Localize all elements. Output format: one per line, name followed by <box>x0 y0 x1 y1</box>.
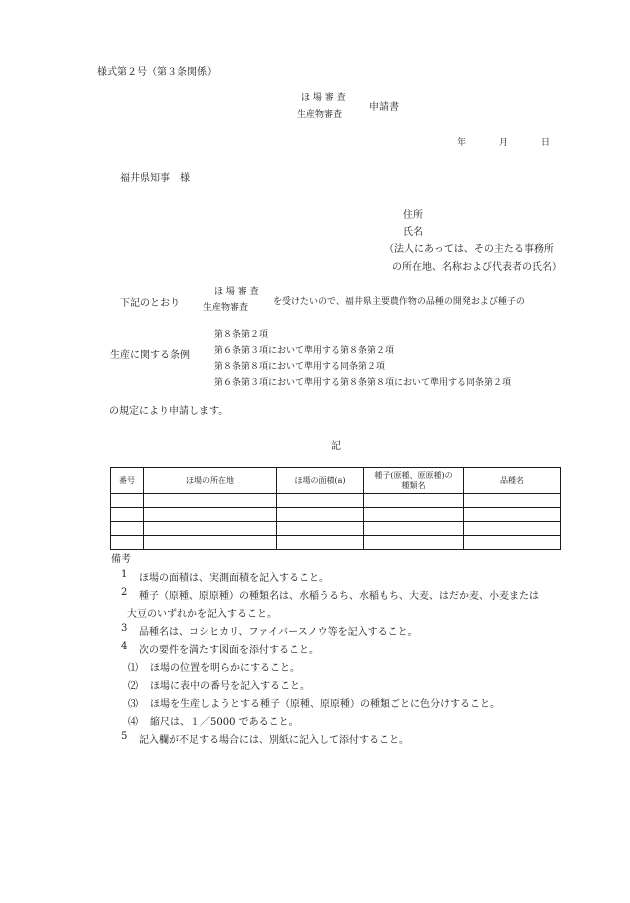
cell-number[interactable] <box>111 522 144 536</box>
note-text: ほ場の面積は、実測面積を記入すること。 <box>139 573 329 584</box>
clause-item: 第８条第８項において準用する同条第２項 <box>214 362 386 372</box>
table-row <box>111 522 561 536</box>
subnote-text: 縮尺は、１／5000 であること。 <box>150 717 299 728</box>
cell-variety[interactable] <box>464 508 561 522</box>
cell-seed-type[interactable] <box>364 536 464 550</box>
cell-area[interactable] <box>277 536 364 550</box>
cell-seed-type[interactable] <box>364 522 464 536</box>
subnote-number: ⑶ <box>128 699 138 710</box>
cell-area[interactable] <box>277 494 364 508</box>
body-lead: 下記のとおり <box>120 298 180 309</box>
ordinance-label: 生産に関する条例 <box>110 350 190 361</box>
note-text: 種子（原種、原原種）の種類名は、水稲うるち、水稲もち、大麦、はだか麦、小麦または <box>139 591 539 602</box>
cell-seed-type[interactable] <box>364 494 464 508</box>
date-day: 日 <box>541 138 551 148</box>
table-row <box>111 536 561 550</box>
title-option-product-inspection: 生産物審査 <box>297 110 343 120</box>
cell-variety[interactable] <box>464 536 561 550</box>
corporate-note-line2: の所在地、名称および代表者の氏名） <box>392 262 562 273</box>
clause-item: 第８条第２項 <box>214 330 269 340</box>
cell-variety[interactable] <box>464 522 561 536</box>
body-option-product-inspection: 生産物審査 <box>203 303 249 313</box>
subnote-text: ほ場に表中の番号を記入すること。 <box>150 681 310 692</box>
name-label: 氏名 <box>403 227 423 238</box>
body-continuation: を受けたいので、福井県主要農作物の品種の開発および種子の <box>273 297 525 307</box>
table-header-row <box>111 468 561 494</box>
ki-heading: 記 <box>331 441 341 452</box>
clause-item: 第６条第３項において準用する第８条第２項 <box>214 346 395 356</box>
note-text-continued: 大豆のいずれかを記入すること。 <box>127 609 277 620</box>
note-number: 2 <box>121 587 128 598</box>
header-variety: 品種名 <box>464 468 561 494</box>
address-label: 住所 <box>403 210 423 221</box>
header-area: ほ場の面積(a) <box>277 468 364 494</box>
cell-area[interactable] <box>277 522 364 536</box>
header-seed-type: 種子(原種、原原種)の 種類名 <box>364 468 464 494</box>
notes-heading: 備考 <box>111 554 131 565</box>
cell-location[interactable] <box>144 508 277 522</box>
cell-location[interactable] <box>144 494 277 508</box>
header-number: 番号 <box>111 468 144 494</box>
note-number: 1 <box>121 569 128 580</box>
date-month: 月 <box>499 138 509 148</box>
subnote-number: ⑷ <box>128 717 138 728</box>
note-number: 4 <box>121 641 128 652</box>
title-option-field-inspection: ほ 場 審 査 <box>301 93 346 103</box>
cell-area[interactable] <box>277 508 364 522</box>
cell-number[interactable] <box>111 494 144 508</box>
cell-number[interactable] <box>111 536 144 550</box>
header-location: ほ場の所在地 <box>144 468 277 494</box>
corporate-note-line1: （法人にあっては、その主たる事務所 <box>384 244 554 255</box>
subnote-text: ほ場の位置を明らかにすること。 <box>150 663 300 674</box>
clause-item: 第６条第３項において準用する第８条第８項において準用する同条第２項 <box>214 378 512 388</box>
cell-seed-type[interactable] <box>364 508 464 522</box>
subnote-number: ⑵ <box>128 681 138 692</box>
note-number: 5 <box>121 731 128 742</box>
title-suffix: 申請書 <box>369 102 399 113</box>
body-option-field-inspection: ほ 場 審 査 <box>214 287 259 297</box>
closing-statement: の規定により申請します。 <box>109 406 229 417</box>
date-year: 年 <box>457 138 467 148</box>
note-text: 記入欄が不足する場合には、別紙に記入して添付すること。 <box>139 735 409 746</box>
addressee: 福井県知事 様 <box>120 173 190 184</box>
subnote-text: ほ場を生産しようとする種子（原種、原原種）の種類ごとに色分けすること。 <box>150 699 500 710</box>
cell-location[interactable] <box>144 522 277 536</box>
table-row <box>111 494 561 508</box>
cell-location[interactable] <box>144 536 277 550</box>
subnote-number: ⑴ <box>128 663 138 674</box>
cell-variety[interactable] <box>464 494 561 508</box>
table-row <box>111 508 561 522</box>
note-text: 次の要件を満たす図面を添付すること。 <box>139 645 319 656</box>
note-text: 品種名は、コシヒカリ、ファイバースノウ等を記入すること。 <box>139 627 418 638</box>
note-number: 3 <box>121 623 128 634</box>
form-number: 様式第２号（第３条関係） <box>97 67 217 78</box>
field-table <box>110 467 561 550</box>
cell-number[interactable] <box>111 508 144 522</box>
